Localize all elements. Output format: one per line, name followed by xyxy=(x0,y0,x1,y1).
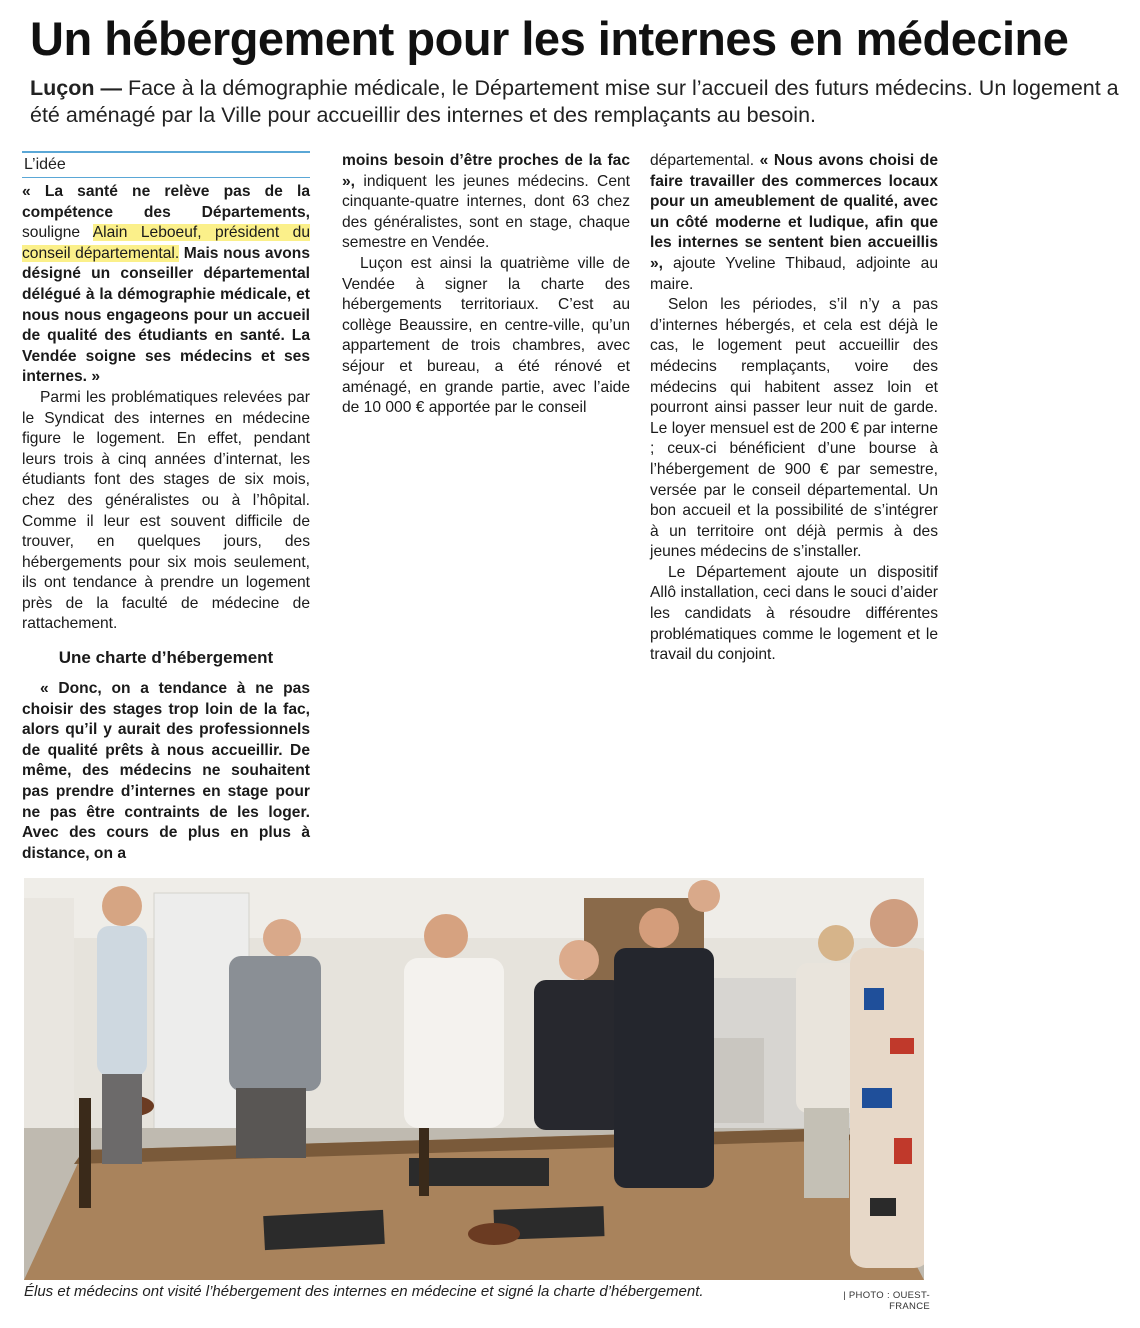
photo-illustration xyxy=(24,878,924,1280)
photo-credit: | PHOTO : OUEST-FRANCE xyxy=(843,1290,930,1312)
paragraph: Parmi les problématiques relevées par le Syndicat des internes en médecine figure le logement. En effet, pendant leurs trois à cinq années d’internat, les étudiants font des stages de six mois, chez des généralistes ou à l’hôpital. Comme il leur est souvent difficile de trouver, en quelques jours, des hébergements pour six mois seulement, ils ont tendance à prendre un logement près de la faculté de médecine de rattachement. xyxy=(22,388,310,633)
dateline-place: Luçon — xyxy=(30,76,122,100)
quote-text: moins besoin d’être proches de la fac », xyxy=(342,152,630,190)
quote-text: Mais nous avons désigné un conseiller départemental délégué à la démographie médicale, et nous nous engageons pour un accueil de qualité des étudiants en santé. La Vendée soigne ses médecins et ses internes. » xyxy=(22,244,311,386)
body-text: indiquent les jeunes médecins. Cent cinquante-quatre internes, dont 63 chez des généralistes, sont en stage, chaque semestre en Vendée. xyxy=(342,172,630,252)
quote-text: « Nous avons choisi de faire travailler des commerces locaux pour un ameublement de qualité, avec un côté moderne et ludique, afin que les internes se sentent bien accueillis », xyxy=(650,152,938,272)
paragraph: Selon les périodes, s’il n’y a pas d’internes hébergés, et cela est déjà le cas, le logement peut accueillir des médecins remplaçants, voire des médecins qui habitent assez loin et pourront ainsi passer leur nuit de garde. Le loyer mensuel est de 200 € par interne ; ceux-ci bénéficient d’une bourse à l’hébergement de 900 € par semestre, versée par le conseil départemental. Un bon accueil et la possibilité de s’intégrer à un territoire ont déjà permis à des jeunes médecins de s’installer. xyxy=(650,296,938,561)
paragraph: Le Département ajoute un dispositif Allô installation, ceci dans le souci d’aider les candidats à résoudre différentes problématiques comme le logement et le travail du conjoint. xyxy=(650,563,938,664)
attribution: souligne xyxy=(22,224,93,242)
quote-text: « La santé ne relève pas de la compétence des Départements, xyxy=(22,183,310,221)
standfirst xyxy=(30,75,1130,129)
paragraph xyxy=(22,182,310,388)
highlighted-name: Alain Leboeuf, président du conseil départemental. xyxy=(22,224,310,262)
body-text: ajoute Yveline Thibaud, adjointe au maire. xyxy=(650,254,938,293)
subheading: Une charte d’hébergement xyxy=(58,648,274,668)
column-2 xyxy=(342,151,630,419)
photo-caption: Élus et médecins ont visité l’hébergement des internes en médecine et signé la charte d’hébergement. xyxy=(24,1283,704,1300)
body-text: départemental. xyxy=(650,152,755,169)
column-3 xyxy=(650,151,938,666)
headline: Un hébergement pour les internes en médecine xyxy=(30,12,1069,65)
standfirst-text: Face à la démographie médicale, le Département mise sur l’accueil des futurs médecins. Un logement a été aménagé par la Ville pour accueillir des internes et des remplaçants au besoin. xyxy=(30,76,1119,127)
paragraph: Luçon est ainsi la quatrième ville de Vendée à signer la charte des hébergements territoriaux. C’est au collège Beaussire, en centre-ville, qu’un appartement de trois chambres, avec séjour et bureau, a été rénové et aménagé, en grande partie, avec l’aide de 10 000 € apportée par le conseil xyxy=(342,254,630,417)
column-1 xyxy=(22,151,310,864)
paragraph xyxy=(650,151,938,295)
paragraph: « Donc, on a tendance à ne pas choisir des stages trop loin de la fac, alors qu’il y aurait des professionnels de qualité prêts à nous accueillir. De même, des médecins ne souhaitent pas prendre d’internes en stage pour ne pas être contraints de les loger. Avec des cours de plus en plus à distance, on a xyxy=(22,680,310,862)
kicker: L’idée xyxy=(22,151,310,178)
article-photo xyxy=(24,878,924,1280)
paragraph xyxy=(342,151,630,254)
